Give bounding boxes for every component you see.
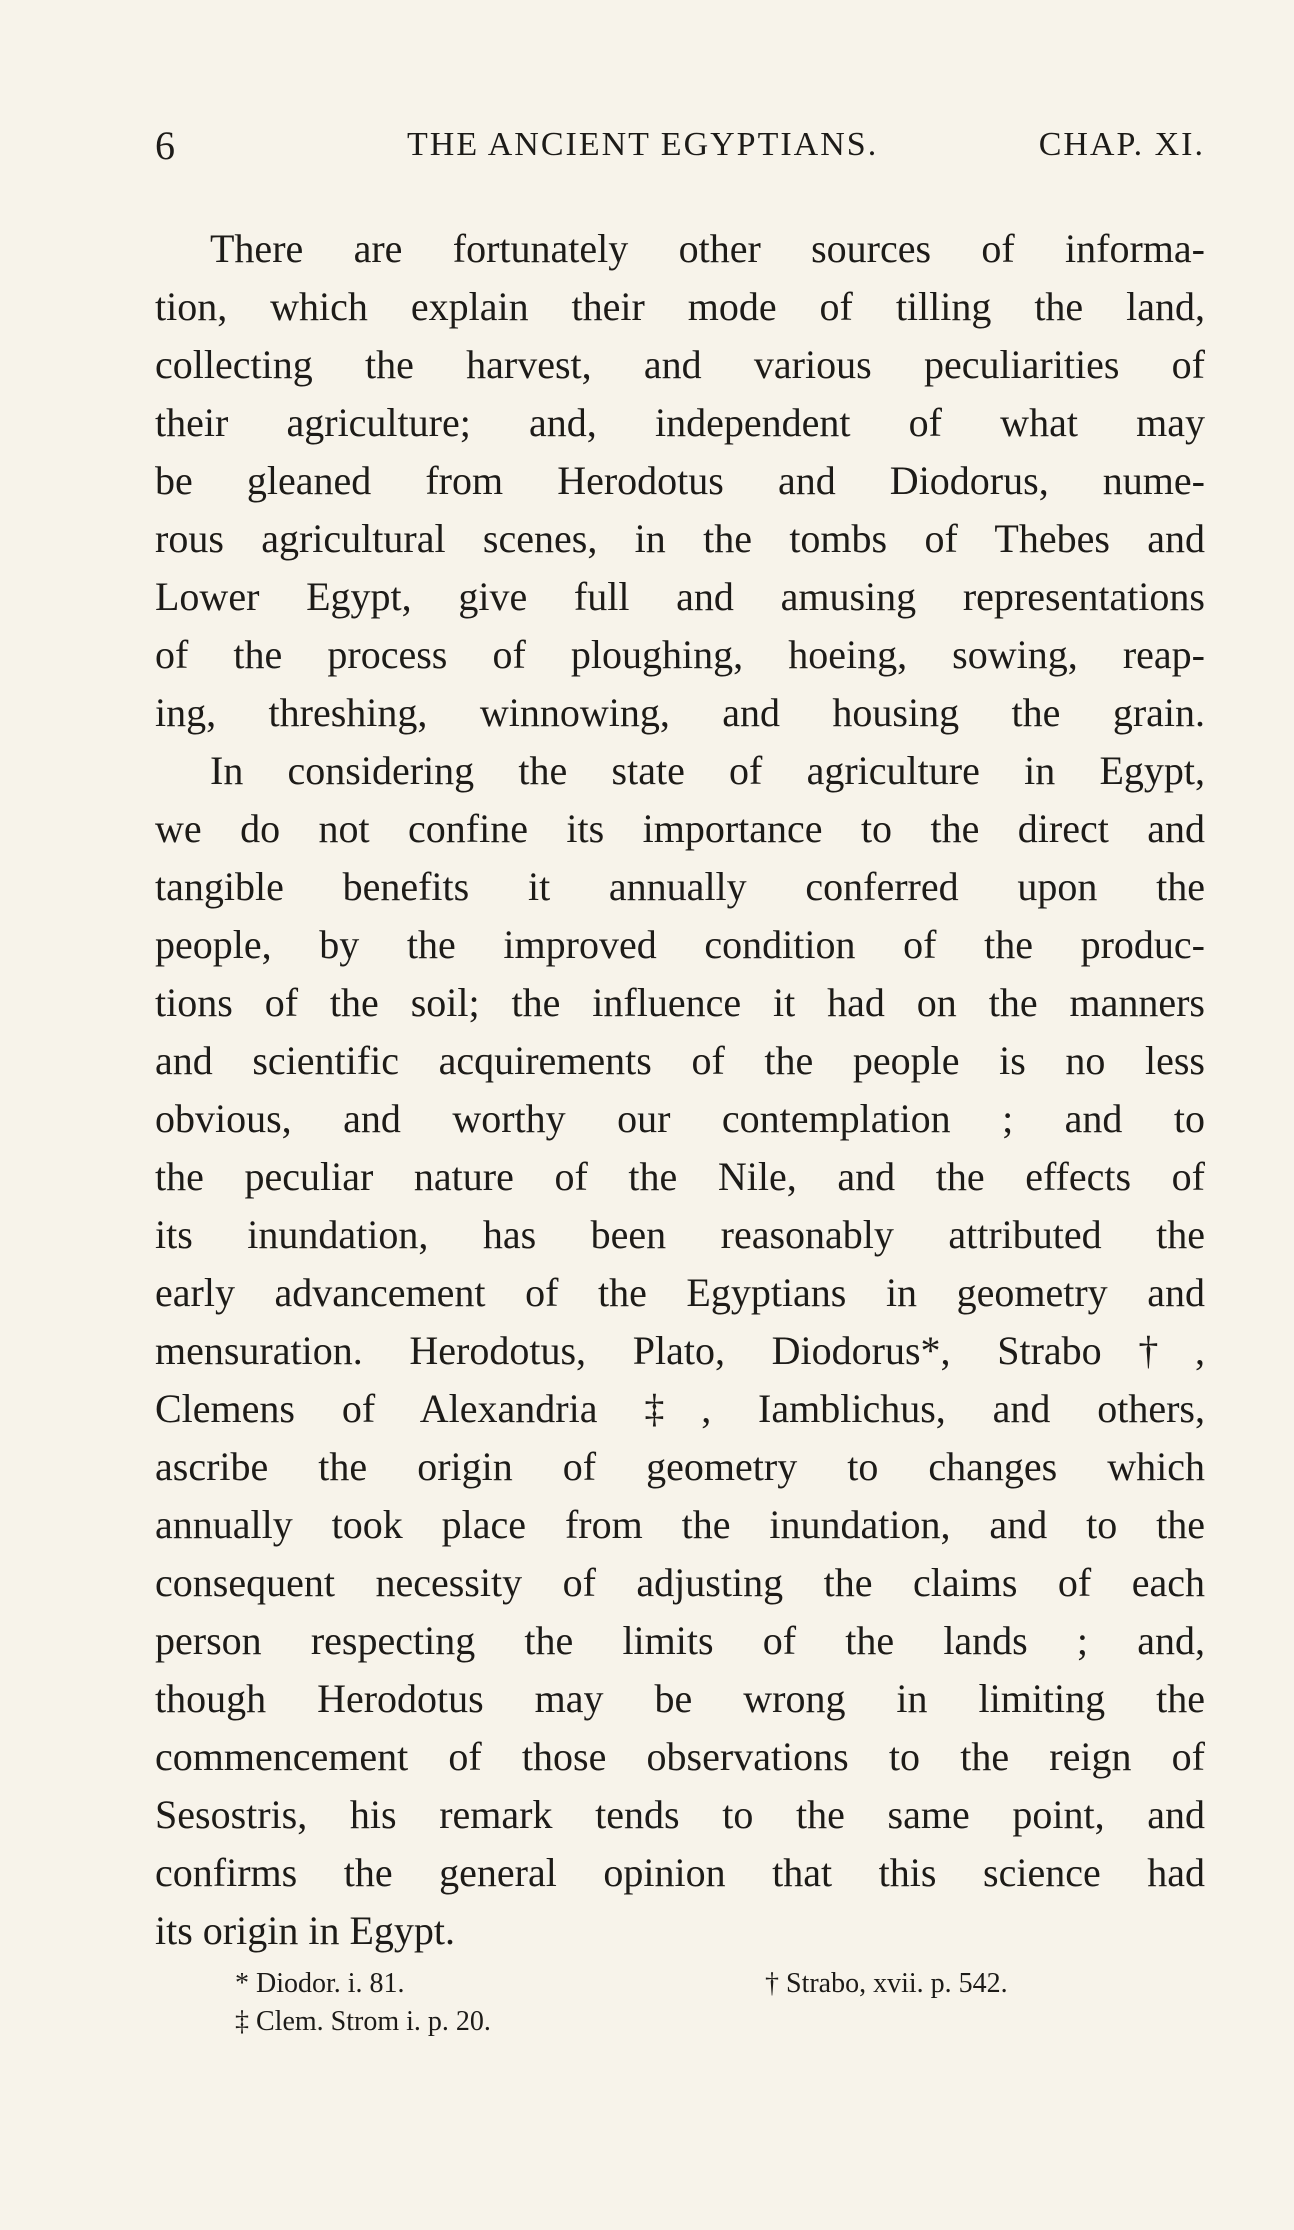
footnote-clemens: ‡ Clem. Strom i. p. 20. bbox=[235, 2006, 491, 2037]
text-line: obvious, and worthy our contemplation ; and to bbox=[155, 1096, 1205, 1141]
text-line: person respecting the limits of the lands ; and, bbox=[155, 1618, 1205, 1663]
text-line: tangible benefits it annually conferred upon the bbox=[155, 864, 1205, 909]
page-number: 6 bbox=[155, 123, 175, 168]
text-line: be gleaned from Herodotus and Diodorus, nume- bbox=[155, 458, 1205, 503]
text-line: their agriculture; and, independent of what may bbox=[155, 400, 1205, 445]
text-line: confirms the general opinion that this science had bbox=[155, 1850, 1205, 1895]
text-line: we do not confine its importance to the direct and bbox=[155, 806, 1205, 851]
chapter-label: CHAP. XI. bbox=[1038, 126, 1205, 163]
text-line: consequent necessity of adjusting the claims of each bbox=[155, 1560, 1205, 1605]
text-line: tion, which explain their mode of tilling the land, bbox=[155, 284, 1205, 329]
text-line: There are fortunately other sources of informa- bbox=[210, 226, 1205, 271]
body-text bbox=[155, 220, 1205, 1960]
text-line: ascribe the origin of geometry to changes which bbox=[155, 1444, 1205, 1489]
text-line: Sesostris, his remark tends to the same point, and bbox=[155, 1792, 1205, 1837]
text-line: people, by the improved condition of the produc- bbox=[155, 922, 1205, 967]
text-line: its inundation, has been reasonably attributed the bbox=[155, 1212, 1205, 1257]
text-line: its origin in Egypt. bbox=[155, 1908, 455, 1953]
footnote-diodorus: * Diodor. i. 81. bbox=[235, 1968, 405, 1999]
paragraph-1 bbox=[155, 220, 1205, 742]
text-line: tions of the soil; the influence it had on the manners bbox=[155, 980, 1205, 1025]
paragraph-2 bbox=[155, 742, 1205, 1960]
footnote-row bbox=[155, 1965, 1205, 2003]
footnote-row bbox=[155, 2003, 1205, 2041]
footnotes bbox=[155, 1965, 1205, 2041]
text-line: annually took place from the inundation, and to the bbox=[155, 1502, 1205, 1547]
running-title: THE ANCIENT EGYPTIANS. bbox=[407, 126, 879, 163]
text-line: early advancement of the Egyptians in geometry and bbox=[155, 1270, 1205, 1315]
text-line: the peculiar nature of the Nile, and the effects of bbox=[155, 1154, 1205, 1199]
text-line: ing, threshing, winnowing, and housing the grain. bbox=[155, 690, 1205, 735]
text-line: collecting the harvest, and various peculiarities of bbox=[155, 342, 1205, 387]
text-line: though Herodotus may be wrong in limiting the bbox=[155, 1676, 1205, 1721]
text-line: Clemens of Alexandria ‡, Iamblichus, and others, bbox=[155, 1386, 1205, 1431]
footnote-strabo: † Strabo, xvii. p. 542. bbox=[765, 1968, 1008, 1999]
text-line: Lower Egypt, give full and amusing representations bbox=[155, 574, 1205, 619]
text-line: of the process of ploughing, hoeing, sowing, reap- bbox=[155, 632, 1205, 677]
page-header bbox=[155, 122, 1205, 182]
text-line: rous agricultural scenes, in the tombs of Thebes and bbox=[155, 516, 1205, 561]
text-line: mensuration. Herodotus, Plato, Diodorus*, Strabo†, bbox=[155, 1328, 1205, 1373]
text-line: and scientific acquirements of the people is no less bbox=[155, 1038, 1205, 1083]
text-line: commencement of those observations to the reign of bbox=[155, 1734, 1205, 1779]
text-line: In considering the state of agriculture in Egypt, bbox=[210, 748, 1205, 793]
